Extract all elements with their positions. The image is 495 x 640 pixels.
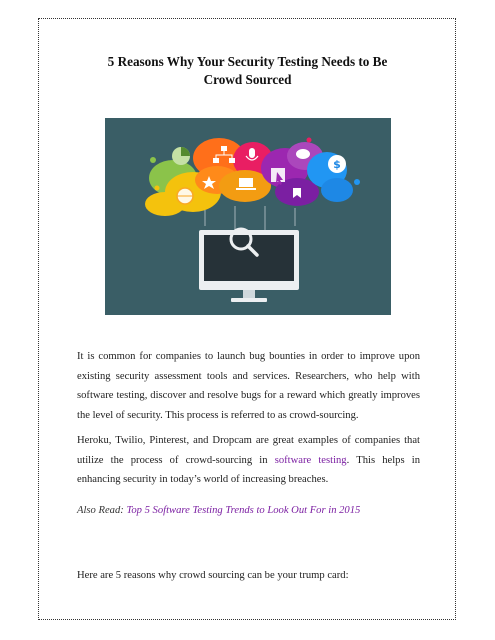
chart-icon — [172, 147, 190, 165]
paragraph-intro: It is common for companies to launch bug bounties in order to improve upon existing security assessment tools and services. Researchers, who help with software testing, discover and resolve bugs for a reward which greatly improves the level of security. This process is referred to as crowd-sourcing. — [77, 351, 420, 421]
hero-image — [105, 118, 391, 315]
also-read-prefix: Also Read: — [77, 505, 127, 516]
paragraph-examples — [77, 431, 420, 490]
page-border — [38, 18, 456, 620]
title-line-1: 5 Reasons Why Your Security Testing Needs to Be — [107, 54, 388, 69]
paragraph-examples-text-2: . This helps in enhancing security in today’s world of increasing breaches. — [77, 454, 420, 485]
paragraph-examples-text-1: Heroku, Twilio, Pinterest, and Dropcam are great examples of companies that utilize the process of crowd-sourcing in — [77, 435, 420, 466]
software-testing-link[interactable]: software testing — [274, 454, 347, 466]
svg-text:$: $ — [333, 158, 341, 171]
title-line-2: Crowd Sourced — [203, 72, 292, 87]
also-read-link[interactable]: Top 5 Software Testing Trends to Look Out For in 2015 — [126, 505, 361, 516]
monitor-icon — [199, 230, 299, 302]
chat-icon — [296, 149, 310, 159]
also-read — [77, 505, 360, 516]
laptop-icon — [236, 178, 256, 190]
dollar-icon — [328, 155, 346, 173]
globe-icon — [177, 188, 193, 204]
paragraph-reasons-intro: Here are 5 reasons why crowd sourcing can be your trump card: — [77, 570, 349, 581]
page-title — [60, 53, 435, 89]
